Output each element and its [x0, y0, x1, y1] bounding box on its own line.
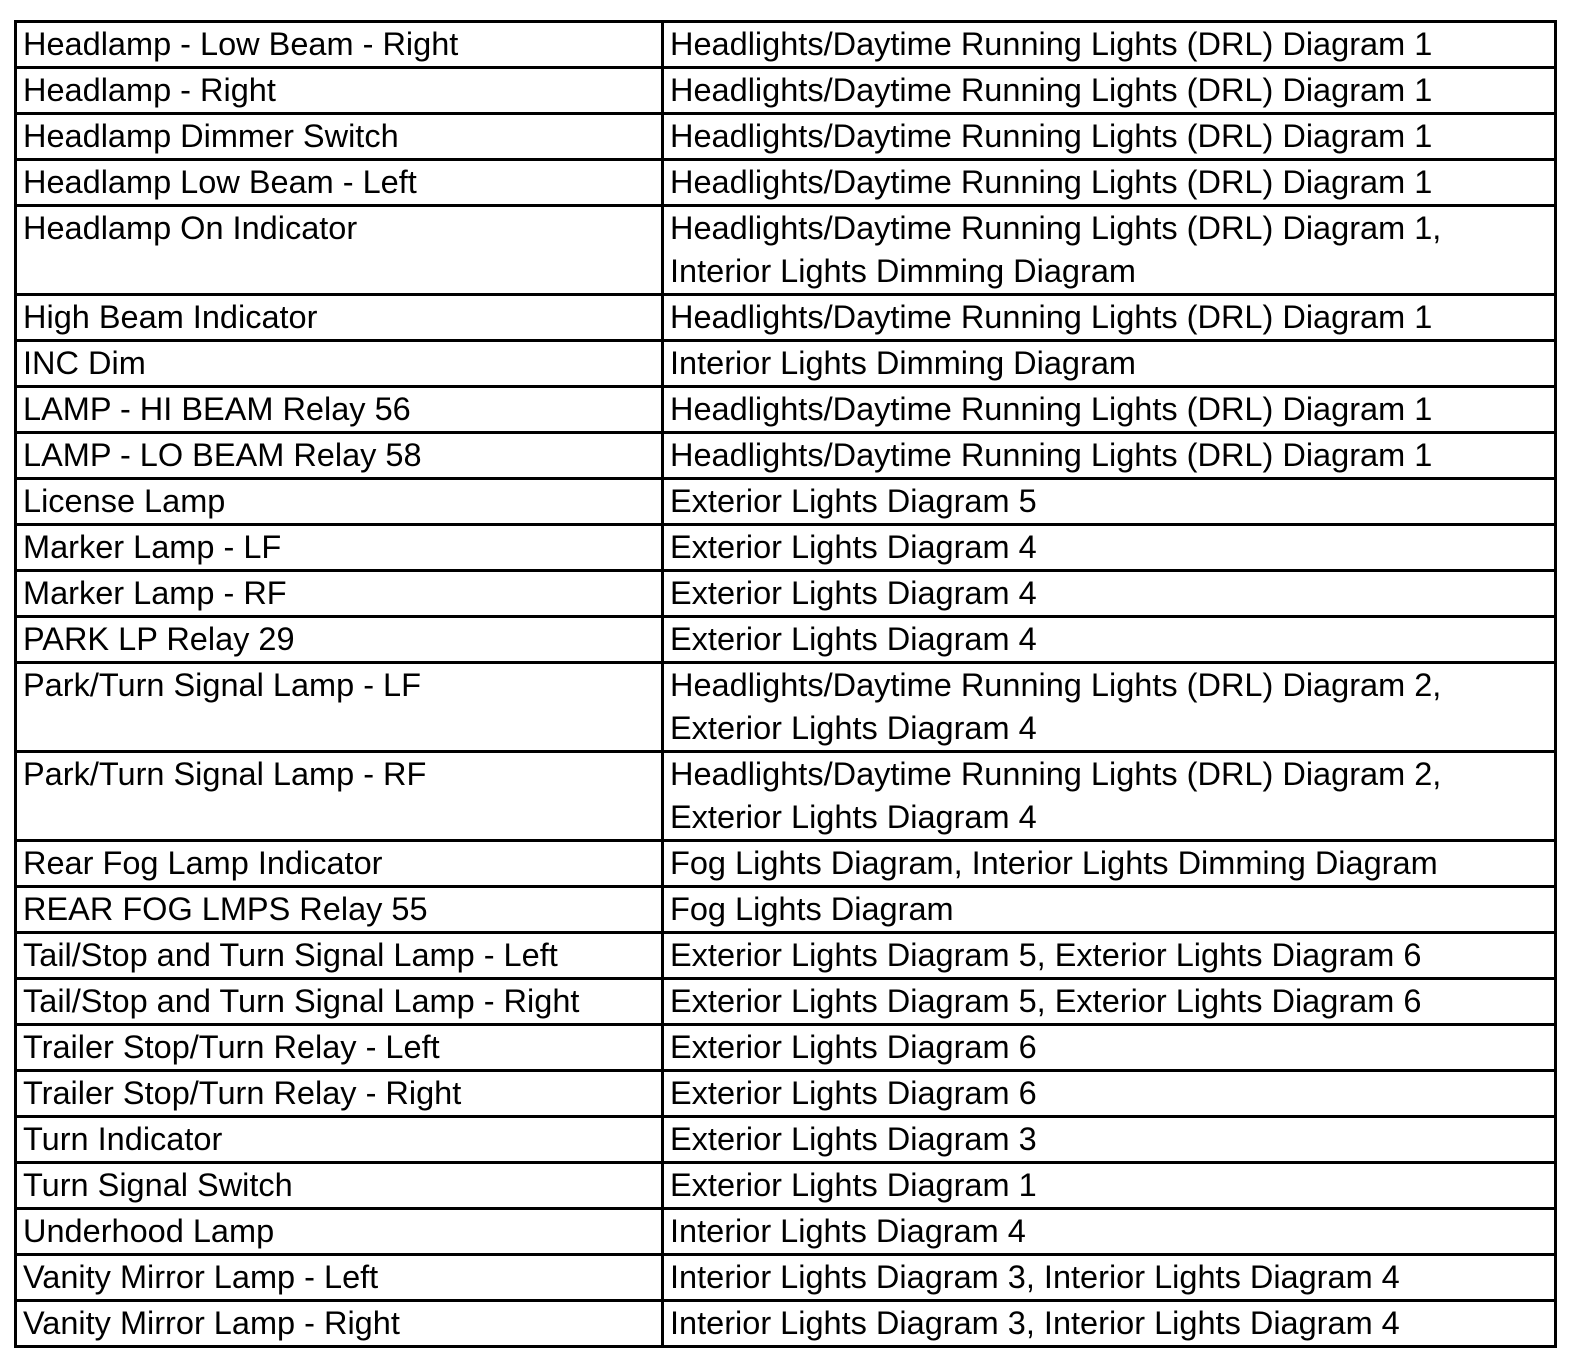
component-cell: Headlamp - Right	[16, 68, 663, 114]
diagram-cell: Exterior Lights Diagram 4	[663, 617, 1556, 663]
component-cell: Headlamp Dimmer Switch	[16, 114, 663, 160]
diagram-cell: Exterior Lights Diagram 5	[663, 479, 1556, 525]
table-row	[16, 979, 1556, 1025]
table-row	[16, 1209, 1556, 1255]
table-row	[16, 114, 1556, 160]
component-cell: High Beam Indicator	[16, 295, 663, 341]
diagram-cell: Fog Lights Diagram	[663, 887, 1556, 933]
component-cell: Vanity Mirror Lamp - Right	[16, 1301, 663, 1347]
table-row	[16, 933, 1556, 979]
diagram-cell: Exterior Lights Diagram 6	[663, 1071, 1556, 1117]
table-row	[16, 479, 1556, 525]
table-row	[16, 160, 1556, 206]
table-row	[16, 1255, 1556, 1301]
diagram-cell: Exterior Lights Diagram 5, Exterior Lights Diagram 6	[663, 933, 1556, 979]
diagram-cell: Headlights/Daytime Running Lights (DRL) Diagram 1	[663, 68, 1556, 114]
component-cell: Trailer Stop/Turn Relay - Right	[16, 1071, 663, 1117]
table-row	[16, 663, 1556, 752]
component-cell: License Lamp	[16, 479, 663, 525]
component-cell: Turn Signal Switch	[16, 1163, 663, 1209]
table-row	[16, 1025, 1556, 1071]
component-cell: Marker Lamp - LF	[16, 525, 663, 571]
diagram-cell: Headlights/Daytime Running Lights (DRL) Diagram 1	[663, 22, 1556, 68]
diagram-cell: Headlights/Daytime Running Lights (DRL) Diagram 1	[663, 160, 1556, 206]
table-row	[16, 433, 1556, 479]
diagram-cell: Exterior Lights Diagram 1	[663, 1163, 1556, 1209]
table-row	[16, 525, 1556, 571]
component-index-table	[14, 20, 1557, 1348]
diagram-cell: Exterior Lights Diagram 5, Exterior Lights Diagram 6	[663, 979, 1556, 1025]
diagram-cell: Headlights/Daytime Running Lights (DRL) Diagram 1, Interior Lights Dimming Diagram	[663, 206, 1556, 295]
component-cell: Underhood Lamp	[16, 1209, 663, 1255]
component-cell: LAMP - LO BEAM Relay 58	[16, 433, 663, 479]
component-cell: Park/Turn Signal Lamp - LF	[16, 663, 663, 752]
component-cell: Tail/Stop and Turn Signal Lamp - Right	[16, 979, 663, 1025]
component-cell: LAMP - HI BEAM Relay 56	[16, 387, 663, 433]
diagram-cell: Headlights/Daytime Running Lights (DRL) Diagram 1	[663, 295, 1556, 341]
diagram-cell: Headlights/Daytime Running Lights (DRL) Diagram 1	[663, 433, 1556, 479]
table-row	[16, 1163, 1556, 1209]
component-cell: Vanity Mirror Lamp - Left	[16, 1255, 663, 1301]
table-row	[16, 887, 1556, 933]
component-cell: Marker Lamp - RF	[16, 571, 663, 617]
component-cell: Tail/Stop and Turn Signal Lamp - Left	[16, 933, 663, 979]
table-row	[16, 1117, 1556, 1163]
table-row	[16, 295, 1556, 341]
table-row	[16, 571, 1556, 617]
diagram-cell: Exterior Lights Diagram 3	[663, 1117, 1556, 1163]
table-row	[16, 341, 1556, 387]
table-row	[16, 1071, 1556, 1117]
table-row	[16, 752, 1556, 841]
diagram-cell: Headlights/Daytime Running Lights (DRL) Diagram 1	[663, 387, 1556, 433]
component-cell: Rear Fog Lamp Indicator	[16, 841, 663, 887]
component-cell: Turn Indicator	[16, 1117, 663, 1163]
component-cell: Headlamp On Indicator	[16, 206, 663, 295]
diagram-cell: Headlights/Daytime Running Lights (DRL) Diagram 2, Exterior Lights Diagram 4	[663, 752, 1556, 841]
component-cell: Park/Turn Signal Lamp - RF	[16, 752, 663, 841]
diagram-cell: Interior Lights Diagram 4	[663, 1209, 1556, 1255]
component-cell: REAR FOG LMPS Relay 55	[16, 887, 663, 933]
component-cell: PARK LP Relay 29	[16, 617, 663, 663]
diagram-cell: Exterior Lights Diagram 4	[663, 571, 1556, 617]
diagram-cell: Exterior Lights Diagram 6	[663, 1025, 1556, 1071]
table-row	[16, 68, 1556, 114]
table-row	[16, 206, 1556, 295]
table-row	[16, 22, 1556, 68]
table-row	[16, 1301, 1556, 1347]
diagram-cell: Interior Lights Diagram 3, Interior Lights Diagram 4	[663, 1301, 1556, 1347]
diagram-cell: Headlights/Daytime Running Lights (DRL) Diagram 1	[663, 114, 1556, 160]
table-row	[16, 387, 1556, 433]
component-cell: Headlamp Low Beam - Left	[16, 160, 663, 206]
table-row	[16, 841, 1556, 887]
table-row	[16, 617, 1556, 663]
diagram-cell: Interior Lights Dimming Diagram	[663, 341, 1556, 387]
diagram-cell: Interior Lights Diagram 3, Interior Lights Diagram 4	[663, 1255, 1556, 1301]
component-cell: INC Dim	[16, 341, 663, 387]
component-cell: Trailer Stop/Turn Relay - Left	[16, 1025, 663, 1071]
diagram-cell: Headlights/Daytime Running Lights (DRL) Diagram 2, Exterior Lights Diagram 4	[663, 663, 1556, 752]
diagram-cell: Exterior Lights Diagram 4	[663, 525, 1556, 571]
component-cell: Headlamp - Low Beam - Right	[16, 22, 663, 68]
diagram-cell: Fog Lights Diagram, Interior Lights Dimming Diagram	[663, 841, 1556, 887]
